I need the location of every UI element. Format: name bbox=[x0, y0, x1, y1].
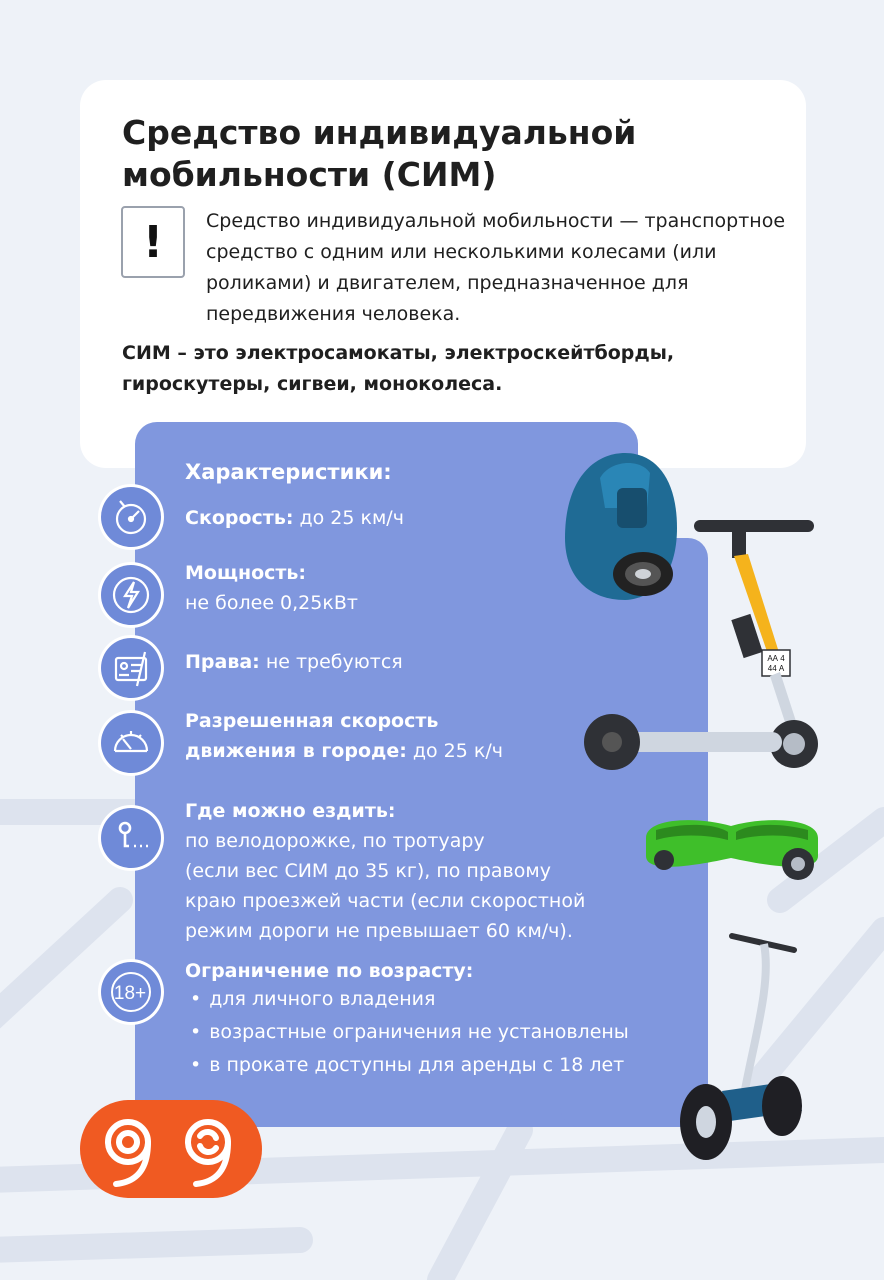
speed-label: Скорость: bbox=[185, 507, 294, 529]
characteristics-heading: Характеристики: bbox=[185, 460, 392, 484]
location-pin-icon bbox=[101, 808, 161, 868]
definition-text: Средство индивидуальной мобильности — транспортное средство с одним или несколькими колесами (или роликами) и двигателем, предназначенное для передвижения человека. bbox=[206, 210, 786, 325]
power-value: не более 0,25кВт bbox=[185, 592, 358, 614]
age-item-2: • возрастные ограничения не установлены bbox=[190, 1017, 629, 1047]
city-speed-value: до 25 к/ч bbox=[406, 740, 504, 762]
age-item-1: • для личного владения bbox=[190, 984, 435, 1014]
license-value: не требуются bbox=[259, 651, 403, 673]
license-card-icon bbox=[101, 638, 161, 698]
gauge-icon bbox=[101, 713, 161, 773]
hoverboard-illustration bbox=[636, 808, 826, 888]
electric-scooter-illustration bbox=[582, 516, 822, 778]
city-speed-label-line1: Разрешенная скорость bbox=[185, 710, 439, 732]
segway-illustration bbox=[672, 926, 812, 1166]
logo bbox=[80, 1100, 262, 1198]
age-row bbox=[185, 956, 655, 986]
city-speed-label-line2: движения в городе: bbox=[185, 740, 407, 762]
where-line3: краю проезжей части (если скоростной bbox=[185, 890, 586, 912]
where-line1: по велодорожке, по тротуару bbox=[185, 830, 485, 852]
page-title: Средство индивидуальной мобильности (СИМ) bbox=[122, 113, 637, 194]
age-item-3: • в прокате доступны для аренды с 18 лет bbox=[190, 1050, 624, 1080]
speed-value: до 25 км/ч bbox=[293, 507, 404, 529]
power-label: Мощность: bbox=[185, 562, 307, 584]
where-line2: (если вес СИМ до 35 кг), по правому bbox=[185, 860, 551, 882]
lightning-icon bbox=[101, 565, 161, 625]
age-icon-text: 18+ bbox=[113, 983, 147, 1004]
where-line4: режим дороги не превышает 60 км/ч). bbox=[185, 920, 573, 942]
exclamation-icon: ! bbox=[121, 206, 185, 278]
age-18-icon bbox=[101, 962, 161, 1022]
plate-line2: 44 А bbox=[767, 664, 785, 673]
where-label: Где можно ездить: bbox=[185, 800, 396, 822]
license-label: Права: bbox=[185, 651, 260, 673]
speedometer-icon bbox=[101, 487, 161, 547]
age-label: Ограничение по возрасту: bbox=[185, 960, 474, 982]
sim-list-text: СИМ – это электросамокаты, электроскейтборды, гироскутеры, сигвеи, моноколеса. bbox=[122, 342, 675, 395]
where-row bbox=[185, 796, 655, 946]
plate-line1: АА 4 bbox=[767, 654, 785, 663]
